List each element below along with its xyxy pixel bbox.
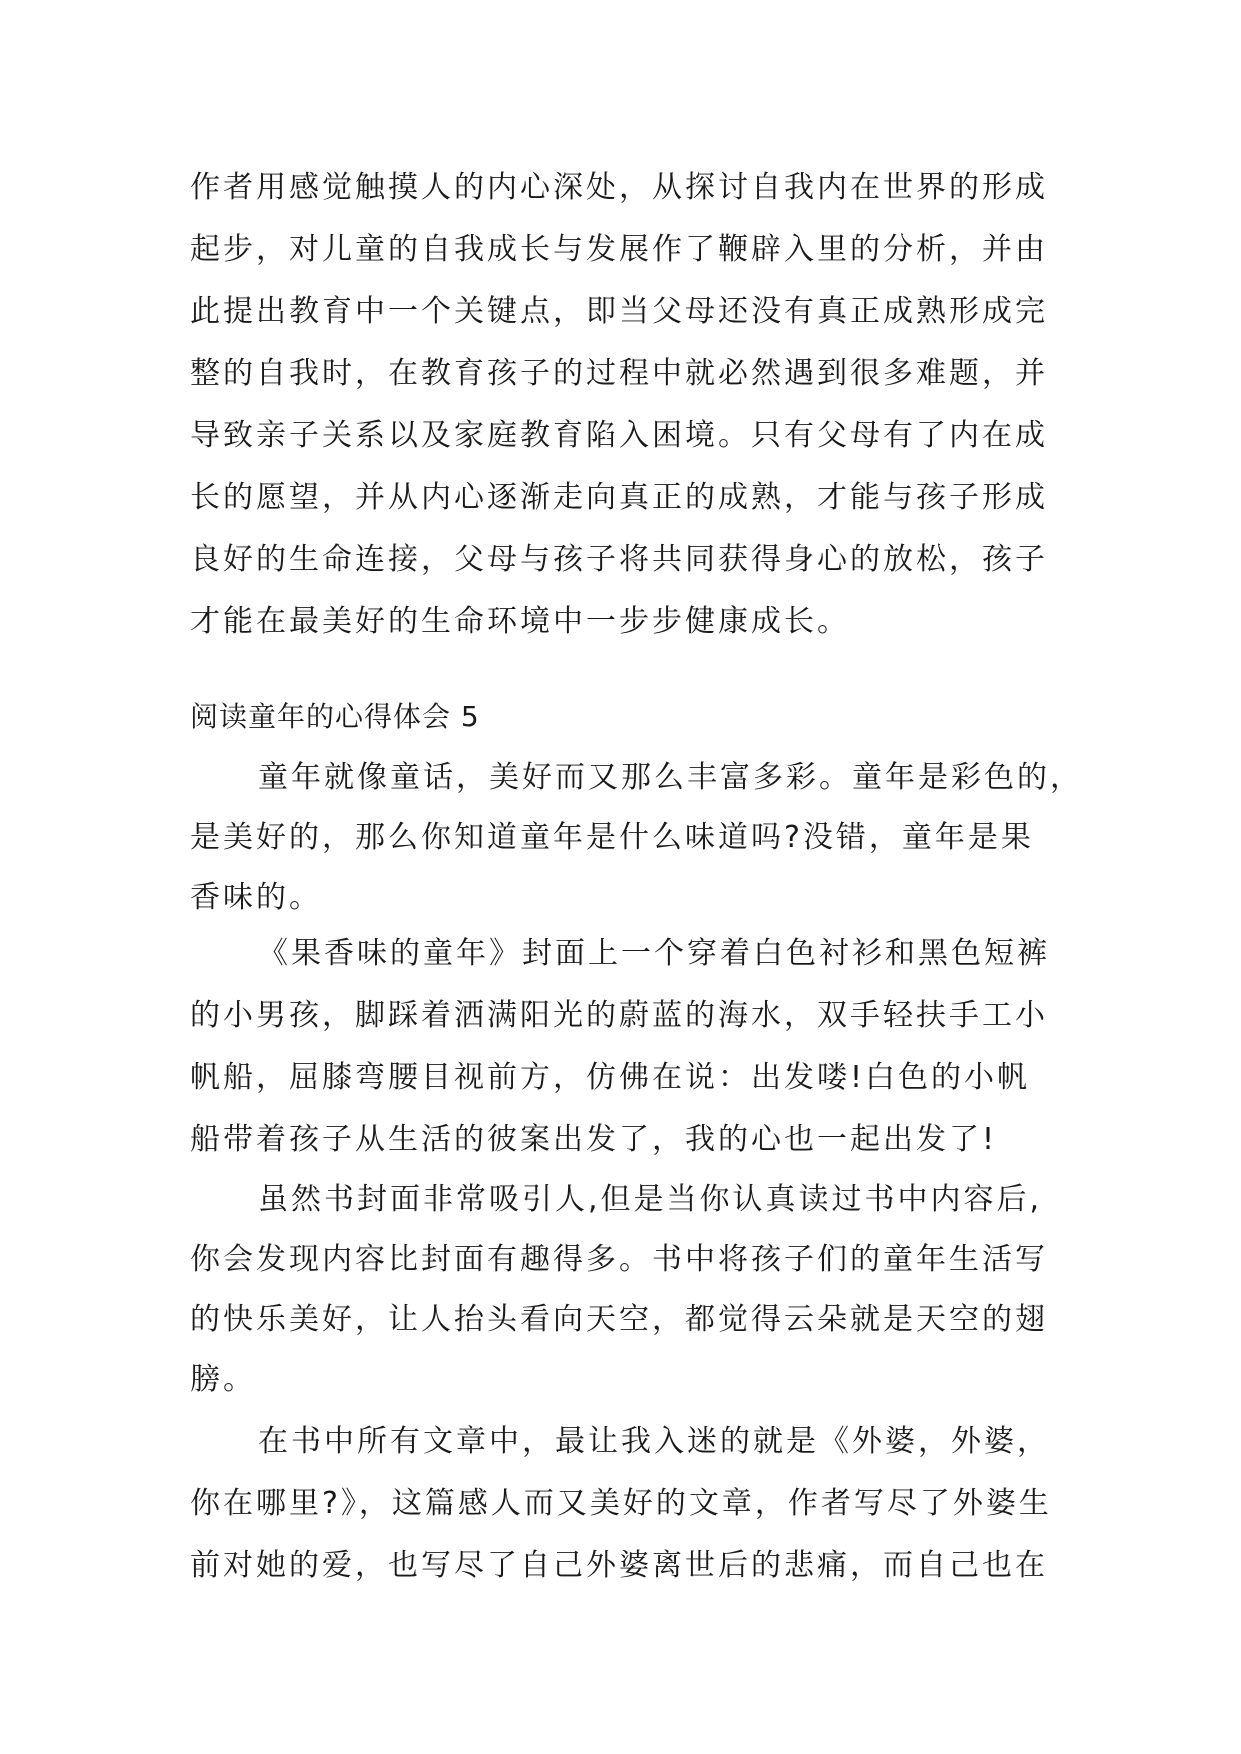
text-line: 的小男孩，脚踩着洒满阳光的蔚蓝的海水，双手轻扶手工小 xyxy=(190,998,1048,1033)
text-line: 船带着孩子从生活的彼案出发了，我的心也一起出发了! xyxy=(190,1122,998,1157)
text-line: 起步，对儿童的自我成长与发展作了鞭辟入里的分析，并由 xyxy=(190,232,1048,267)
text-line: 此提出教育中一个关键点，即当父母还没有真正成熟形成完 xyxy=(190,294,1048,329)
text-line: 《果香味的童年》封面上一个穿着白色衬衫和黑色短裤 xyxy=(258,936,1050,971)
text-line: 虽然书封面非常吸引人,但是当你认真读过书中内容后, xyxy=(258,1182,1043,1217)
text-line: 才能在最美好的生命环境中一步步健康成长。 xyxy=(190,604,850,639)
text-line: 是美好的，那么你知道童年是什么味道吗?没错，童年是果 xyxy=(190,820,1034,855)
text-line: 良好的生命连接，父母与孩子将共同获得身心的放松，孩子 xyxy=(190,542,1048,577)
text-line: 前对她的爱，也写尽了自己外婆离世后的悲痛，而自己也在 xyxy=(190,1548,1048,1583)
text-line: 整的自我时，在教育孩子的过程中就必然遇到很多难题，并 xyxy=(190,356,1048,391)
text-line: 的快乐美好，让人抬头看向天空，都觉得云朵就是天空的翅 xyxy=(190,1302,1048,1337)
text-line: 你在哪里?》，这篇感人而又美好的文章，作者写尽了外婆生 xyxy=(190,1486,1052,1521)
text-line: 膀。 xyxy=(190,1362,256,1397)
section-title: 阅读童年的心得体会 5 xyxy=(190,700,480,733)
text-line: 帆船，屈膝弯腰目视前方，仿佛在说：出发喽!白色的小帆 xyxy=(190,1060,1031,1095)
text-line: 你会发现内容比封面有趣得多。书中将孩子们的童年生活写 xyxy=(190,1242,1048,1277)
text-line: 导致亲子关系以及家庭教育陷入困境。只有父母有了内在成 xyxy=(190,418,1048,453)
text-line: 长的愿望，并从内心逐渐走向真正的成熟，才能与孩子形成 xyxy=(190,480,1048,515)
text-line: 在书中所有文章中，最让我入迷的就是《外婆，外婆， xyxy=(258,1424,1050,1459)
text-line: 童年就像童话，美好而又那么丰富多彩。童年是彩色的， xyxy=(258,760,1083,795)
text-line: 作者用感觉触摸人的内心深处，从探讨自我内在世界的形成 xyxy=(190,170,1048,205)
text-line: 香味的。 xyxy=(190,880,322,915)
